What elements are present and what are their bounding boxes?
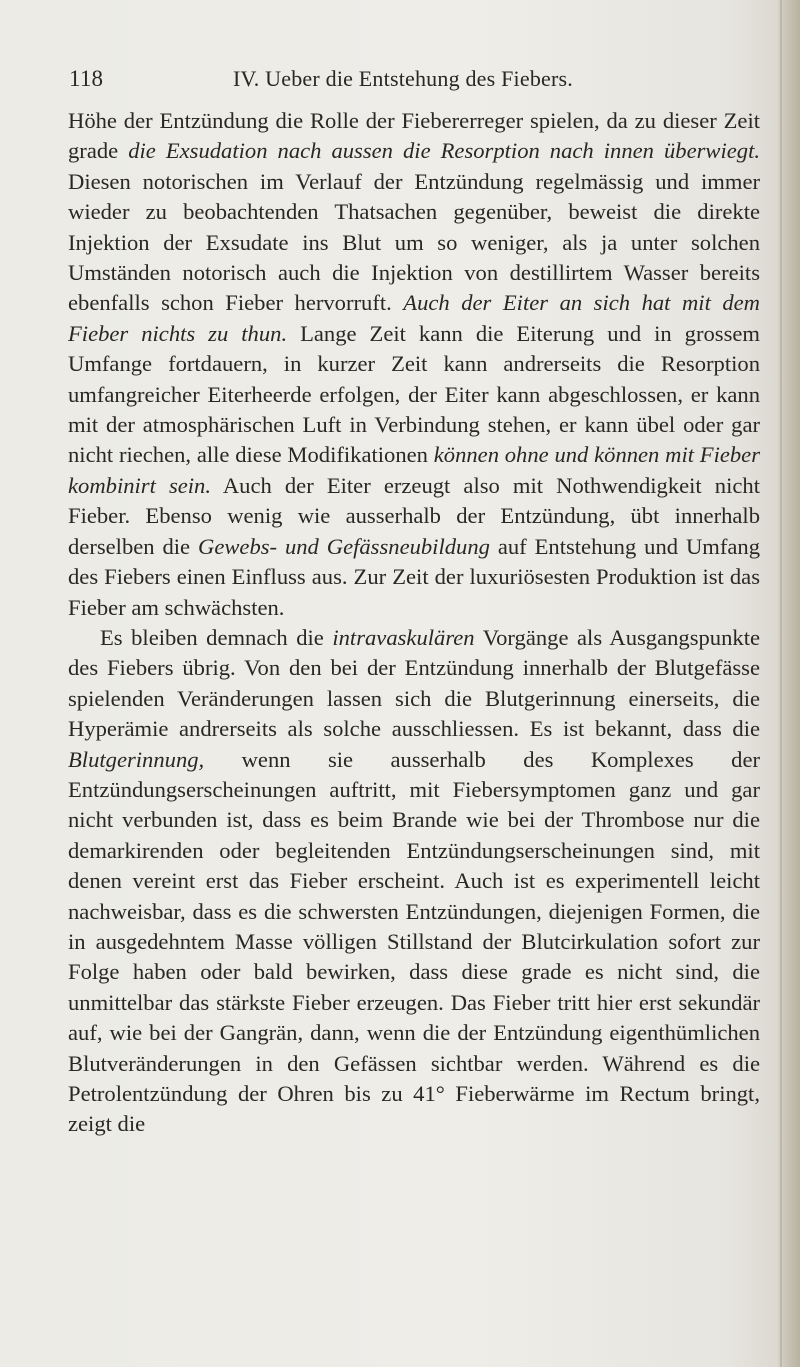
text-segment: Höhe der Entzündung die Rolle der Fiebererreger spielen, da zu dieser Zeit grade: [68, 108, 760, 164]
italic-segment: Gewebs- und Gefässneubildung: [198, 533, 490, 559]
text-segment: wenn sie ausserhalb des Komplexes der Entzündungserscheinungen auftritt, mit Fiebersymptomen ganz und gar nicht verbunden ist, dass es beim Brande wie bei der Thrombose nur die demarkirenden oder begleitenden Entzündungserscheinungen sind, mit denen vereint erst das Fieber erscheint. Auch ist es experimentell leicht nachweisbar, dass es die schwersten Entzündungen, diejenigen Formen, die in ausgedehntem Masse völligen Stillstand der Blutcirkulation sofort zur Folge haben oder bald bewirken, dass diese grade es nicht sind, die unmittelbar das stärkste Fieber erzeugen. Das Fieber tritt hier erst sekundär auf, wie bei der Gangrän, dann, wenn die der Entzündung eigenthümlichen Blutveränderungen in den Gefässen sichtbar werden. Während es die Petrolentzündung der Ohren bis zu 41° Fieberwärme im Rectum bringt, zeigt die: [68, 746, 760, 1137]
text-segment: auf Entstehung und Umfang des Fiebers einen Einfluss aus. Zur Zeit der luxuriösesten Produktion ist das Fieber am schwächsten.: [68, 533, 761, 620]
chapter-title: IV. Ueber die Entstehung des Fiebers.: [233, 66, 573, 91]
text-segment: Lange Zeit kann die Eiterung und in grossem Umfange fortdauern, in kurzer Zeit kann andrerseits die Resorption umfangreicher Eiterheerde erfolgen, der Eiter kann abgeschlossen, er kann mit der atmosphärischen Luft in Verbindung stehen, er kann übel oder gar nicht riechen, alle diese Modifikationen: [68, 320, 760, 468]
running-head: [69, 66, 759, 94]
page-edge: [778, 0, 800, 1367]
text-segment: Auch der Eiter erzeugt also mit Nothwendigkeit nicht Fieber. Ebenso wenig wie ausserhalb der Entzündung, übt innerhalb derselben die: [68, 472, 760, 559]
body-text: [68, 106, 760, 1140]
text-segment: Diesen notorischen im Verlauf der Entzündung regelmässig und immer wieder zu beobachtenden Thatsachen gegenüber, beweist die direkte Injektion der Exsudate ins Blut um so weniger, als ja unter solchen Umständen notorisch auch die Injektion von destillirtem Wasser bereits ebenfalls schon Fieber hervorruft.: [68, 168, 760, 316]
italic-segment: Blutgerinnung,: [68, 746, 205, 772]
italic-segment: die Exsudation nach aussen die Resorption nach innen überwiegt.: [128, 138, 760, 164]
page-number: 118: [69, 66, 104, 91]
italic-segment: können ohne und können mit Fieber kombinirt sein.: [68, 442, 760, 498]
italic-segment: Auch der Eiter an sich hat mit dem Fieber nichts zu thun.: [68, 290, 761, 346]
text-segment: Vorgänge als Ausgangspunkte des Fiebers übrig. Von den bei der Entzündung innerhalb der Blutgefässe spielenden Veränderungen lassen sich die Blutgerinnung einerseits, die Hyperämie andrerseits als solche ausschliessen. Es ist bekannt, dass die: [68, 624, 761, 742]
paragraph: [68, 106, 760, 623]
italic-segment: intravaskulären: [332, 624, 475, 650]
text-segment: Es bleiben demnach die: [100, 624, 333, 650]
paragraph: [68, 623, 760, 1140]
